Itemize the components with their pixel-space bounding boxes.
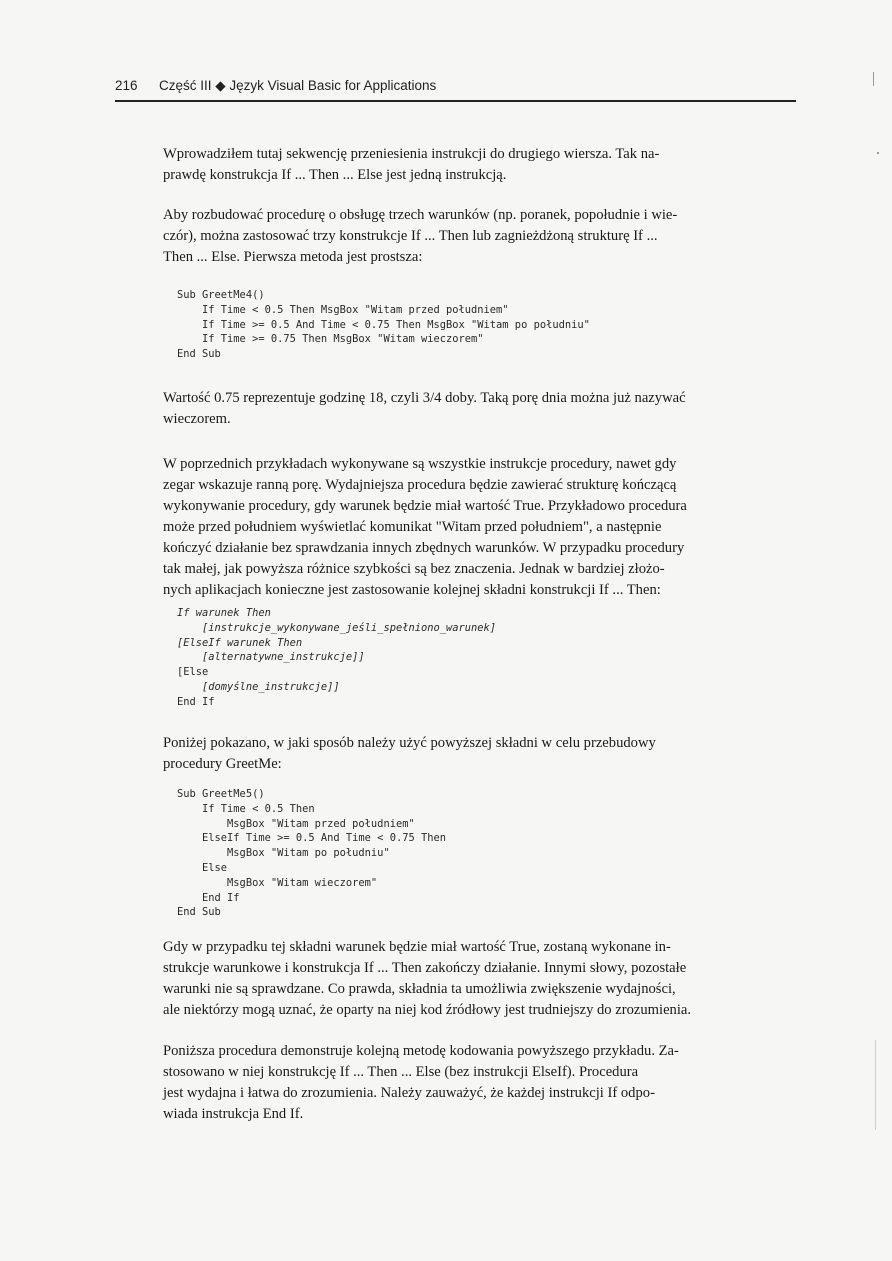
code-line: MsgBox "Witam przed południem" [177, 817, 415, 830]
code-line: [instrukcje_wykonywane_jeśli_spełniono_warunek] [177, 621, 497, 634]
code-line: [ElseIf warunek Then [177, 636, 303, 649]
text-line: warunki nie są sprawdzane. Co prawda, składnia ta umożliwia zwiększenie wydajności, [163, 981, 676, 997]
code-line: [domyślne_instrukcje]] [177, 680, 340, 693]
code-line: End Sub [177, 348, 221, 361]
code-line: MsgBox "Witam wieczorem" [177, 876, 378, 889]
page-number: 216 [115, 78, 138, 93]
text-line: tak małej, jak powyższa różnice szybkości są bez znaczenia. Jednak w bardziej złożo- [163, 561, 665, 577]
code-line: MsgBox "Witam po południu" [177, 847, 390, 860]
paragraph-5 [163, 733, 797, 775]
chapter-title: Część III ◆ Język Visual Basic for Applications [159, 78, 437, 93]
text-line: Gdy w przypadku tej składni warunek będzie miał wartość True, zostaną wykonane in- [163, 939, 671, 955]
paragraph-3 [163, 388, 797, 430]
code-line: If Time < 0.5 Then MsgBox "Witam przed południem" [177, 303, 509, 316]
text-line: może przed południem wyświetlać komunikat "Witam przed południem", a następnie [163, 519, 662, 535]
code-line: If Time >= 0.5 And Time < 0.75 Then MsgBox "Witam po południu" [177, 318, 590, 331]
code-listing-greetme4 [177, 288, 590, 362]
paragraph-1 [163, 144, 797, 186]
code-listing-syntax [177, 606, 496, 710]
code-line: Sub GreetMe5() [177, 788, 265, 800]
code-line: [Else [177, 666, 209, 679]
text-line: wiada instrukcja End If. [163, 1106, 304, 1122]
text-line: zegar wskazuje ranną porę. Wydajniejsza procedura będzie zawierać strukturę kończącą [163, 477, 677, 493]
text-line: kończyć działanie bez sprawdzania innych zbędnych warunków. W przypadku procedury [163, 540, 685, 556]
header-rule [115, 100, 796, 102]
running-header [115, 74, 795, 98]
text-line: jest wydajna i łatwa do zrozumienia. Należy zauważyć, że każdej instrukcji If odpo- [163, 1085, 655, 1101]
text-line: stosowano w niej konstrukcję If ... Then ... Else (bez instrukcji ElseIf). Procedura [163, 1064, 639, 1080]
code-listing-greetme5 [177, 787, 446, 920]
paragraph-7 [163, 1041, 797, 1125]
code-line: End Sub [177, 906, 221, 919]
paragraph-6 [163, 937, 797, 1021]
text-line: wykonywanie procedury, gdy warunek będzie miał wartość True. Przykładowo procedura [163, 498, 687, 514]
scan-speck [877, 152, 879, 154]
code-line: If Time >= 0.75 Then MsgBox "Witam wieczorem" [177, 333, 484, 346]
text-line: czór), można zastosować trzy konstrukcje If ... Then lub zagnieżdżoną strukturę If ... [163, 228, 658, 244]
code-line: [alternatywne_instrukcje]] [177, 651, 365, 664]
text-line: Then ... Else. Pierwsza metoda jest prostsza: [163, 249, 423, 265]
text-line: procedury GreetMe: [163, 756, 282, 772]
text-line: Aby rozbudować procedurę o obsługę trzech warunków (np. poranek, popołudnie i wie- [163, 207, 678, 223]
text-line: strukcje warunkowe i konstrukcja If ... Then zakończy działanie. Innymi słowy, pozostałe [163, 960, 687, 976]
scan-speck [875, 1040, 876, 1130]
paragraph-4 [163, 454, 797, 601]
code-line: Sub GreetMe4() [177, 289, 265, 301]
code-line: End If [177, 891, 240, 904]
code-line: End If [177, 695, 215, 708]
text-line: prawdę konstrukcja If ... Then ... Else jest jedną instrukcją. [163, 167, 507, 183]
text-line: Wartość 0.75 reprezentuje godzinę 18, czyli 3/4 doby. Taką porę dnia można już nazywać [163, 390, 686, 406]
scan-speck [873, 72, 874, 86]
code-line: ElseIf Time >= 0.5 And Time < 0.75 Then [177, 832, 446, 845]
paragraph-2 [163, 205, 797, 268]
text-line: W poprzednich przykładach wykonywane są wszystkie instrukcje procedury, nawet gdy [163, 456, 677, 472]
text-line: ale niektórzy mogą uznać, że oparty na niej kod źródłowy jest trudniejszy do zrozumienia. [163, 1002, 692, 1018]
text-line: Poniżej pokazano, w jaki sposób należy użyć powyższej składni w celu przebudowy [163, 735, 656, 751]
text-line: Wprowadziłem tutaj sekwencję przeniesienia instrukcji do drugiego wiersza. Tak na- [163, 146, 660, 162]
text-line: wieczorem. [163, 411, 231, 427]
text-line: Poniższa procedura demonstruje kolejną metodę kodowania powyższego przykładu. Za- [163, 1043, 679, 1059]
code-line: If warunek Then [177, 607, 271, 619]
code-line: If Time < 0.5 Then [177, 802, 315, 815]
code-line: Else [177, 861, 228, 874]
text-line: nych aplikacjach konieczne jest zastosowanie kolejnej składni konstrukcji If ... Then: [163, 582, 661, 598]
